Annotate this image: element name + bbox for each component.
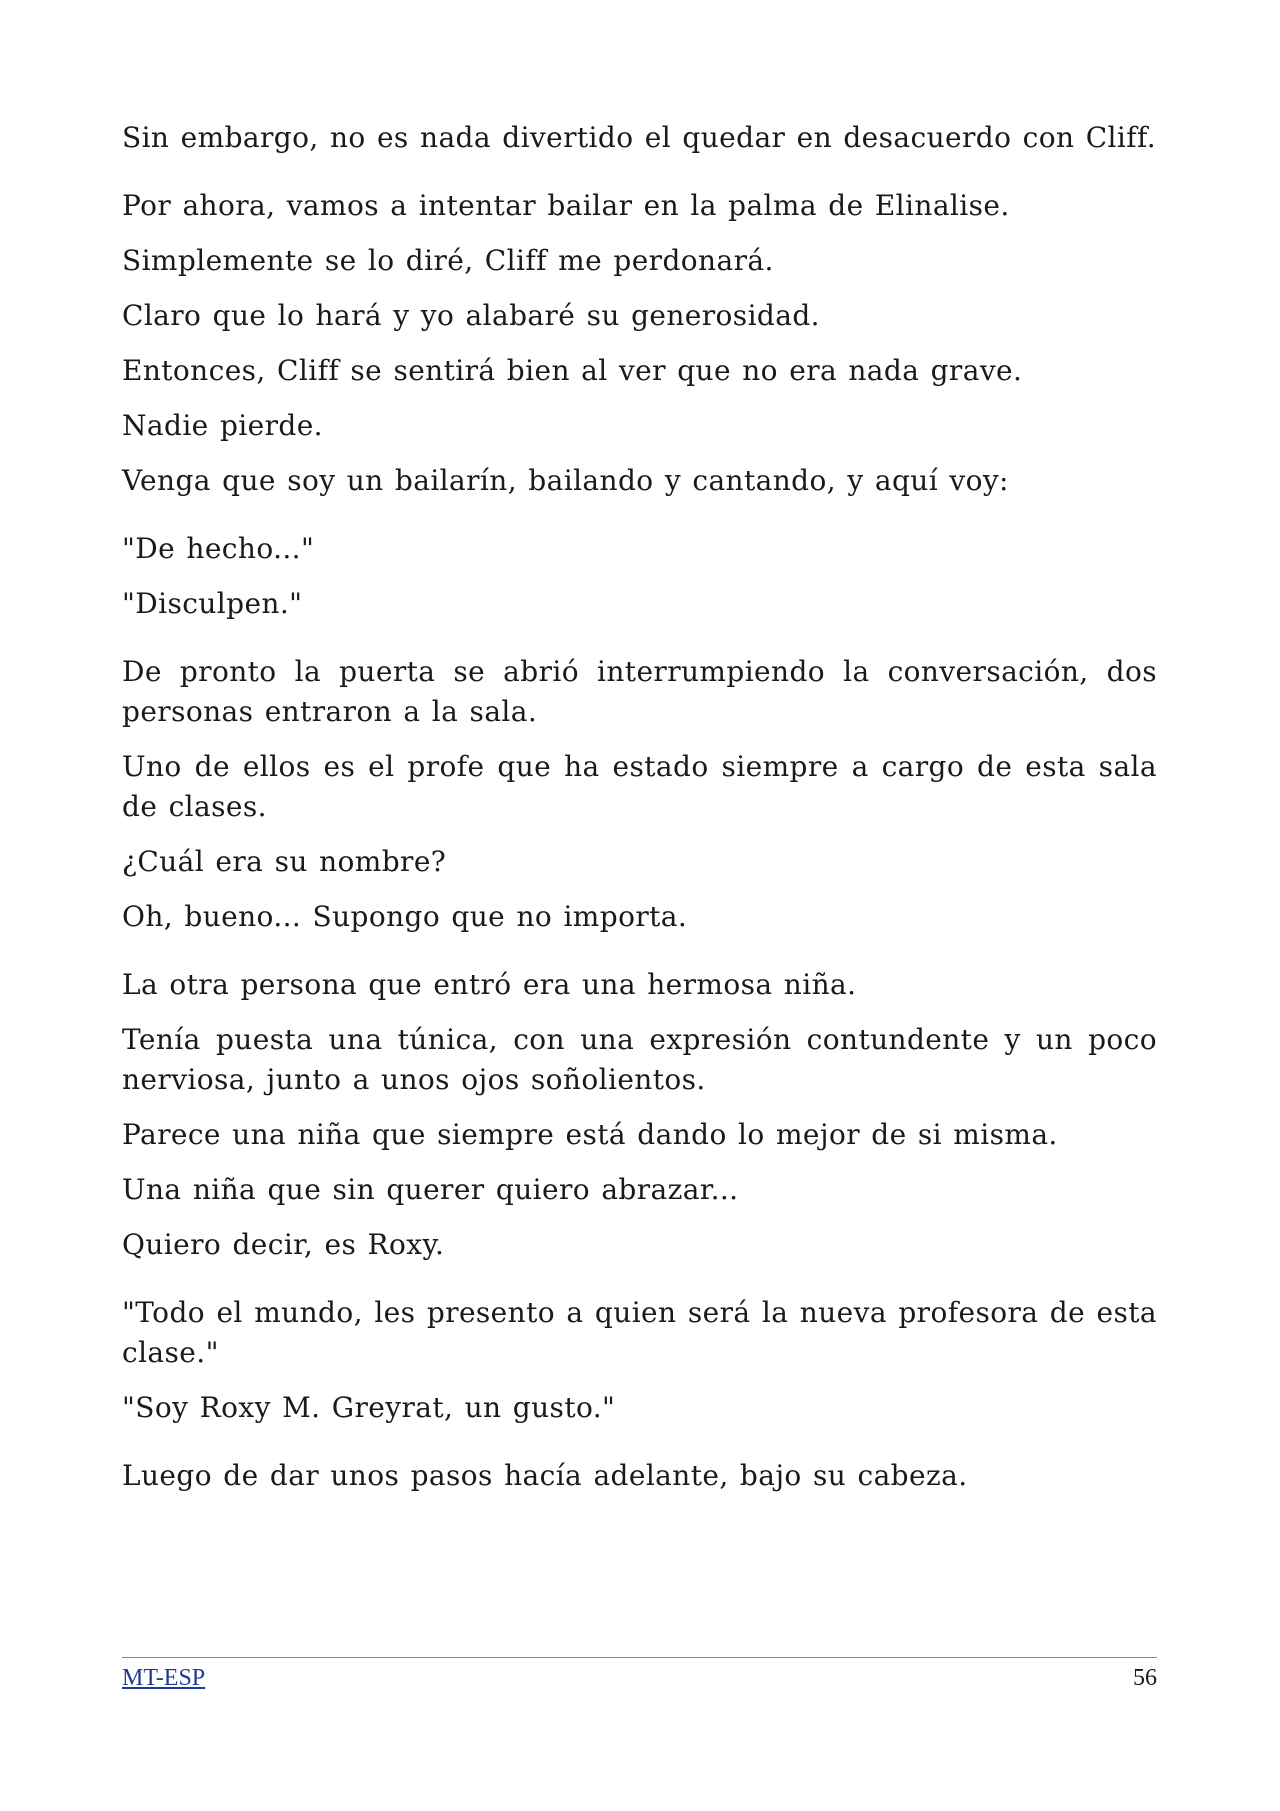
footer-link[interactable]: MT-ESP — [122, 1665, 206, 1691]
paragraph: Simplemente se lo diré, Cliff me perdonará. — [122, 244, 774, 277]
paragraph: Oh, bueno... Supongo que no importa. — [122, 900, 688, 933]
paragraph: Quiero decir, es Roxy. — [122, 1228, 445, 1261]
paragraph: Tenía puesta una túnica, con una expresión contundente y un poco nerviosa, junto a unos ojos soñolientos. — [122, 1023, 1157, 1096]
page-number: 56 — [1133, 1665, 1157, 1691]
paragraph: Nadie pierde. — [122, 409, 323, 442]
paragraph: Venga que soy un bailarín, bailando y cantando, y aquí voy: — [122, 464, 1009, 497]
document-body — [122, 118, 1157, 1496]
paragraph: De pronto la puerta se abrió interrumpiendo la conversación, dos personas entraron a la sala. — [122, 655, 1157, 728]
paragraph: Por ahora, vamos a intentar bailar en la palma de Elinalise. — [122, 189, 1010, 222]
paragraph: ¿Cuál era su nombre? — [122, 845, 447, 878]
paragraph: "De hecho..." — [122, 532, 315, 565]
paragraph: Luego de dar unos pasos hacía adelante, bajo su cabeza. — [122, 1459, 968, 1492]
paragraph: Entonces, Cliff se sentirá bien al ver que no era nada grave. — [122, 354, 1023, 387]
paragraph: "Todo el mundo, les presento a quien será la nueva profesora de esta clase." — [122, 1296, 1157, 1369]
paragraph: Sin embargo, no es nada divertido el quedar en desacuerdo con Cliff. — [122, 121, 1157, 154]
paragraph: Claro que lo hará y yo alabaré su generosidad. — [122, 299, 820, 332]
paragraph: "Soy Roxy M. Greyrat, un gusto." — [122, 1391, 616, 1424]
paragraph: "Disculpen." — [122, 587, 303, 620]
paragraph: Uno de ellos es el profe que ha estado siempre a cargo de esta sala de clases. — [122, 750, 1157, 823]
paragraph: Una niña que sin querer quiero abrazar... — [122, 1173, 739, 1206]
page-footer — [122, 1657, 1157, 1692]
paragraph: La otra persona que entró era una hermosa niña. — [122, 968, 857, 1001]
paragraph: Parece una niña que siempre está dando lo mejor de si misma. — [122, 1118, 1058, 1151]
